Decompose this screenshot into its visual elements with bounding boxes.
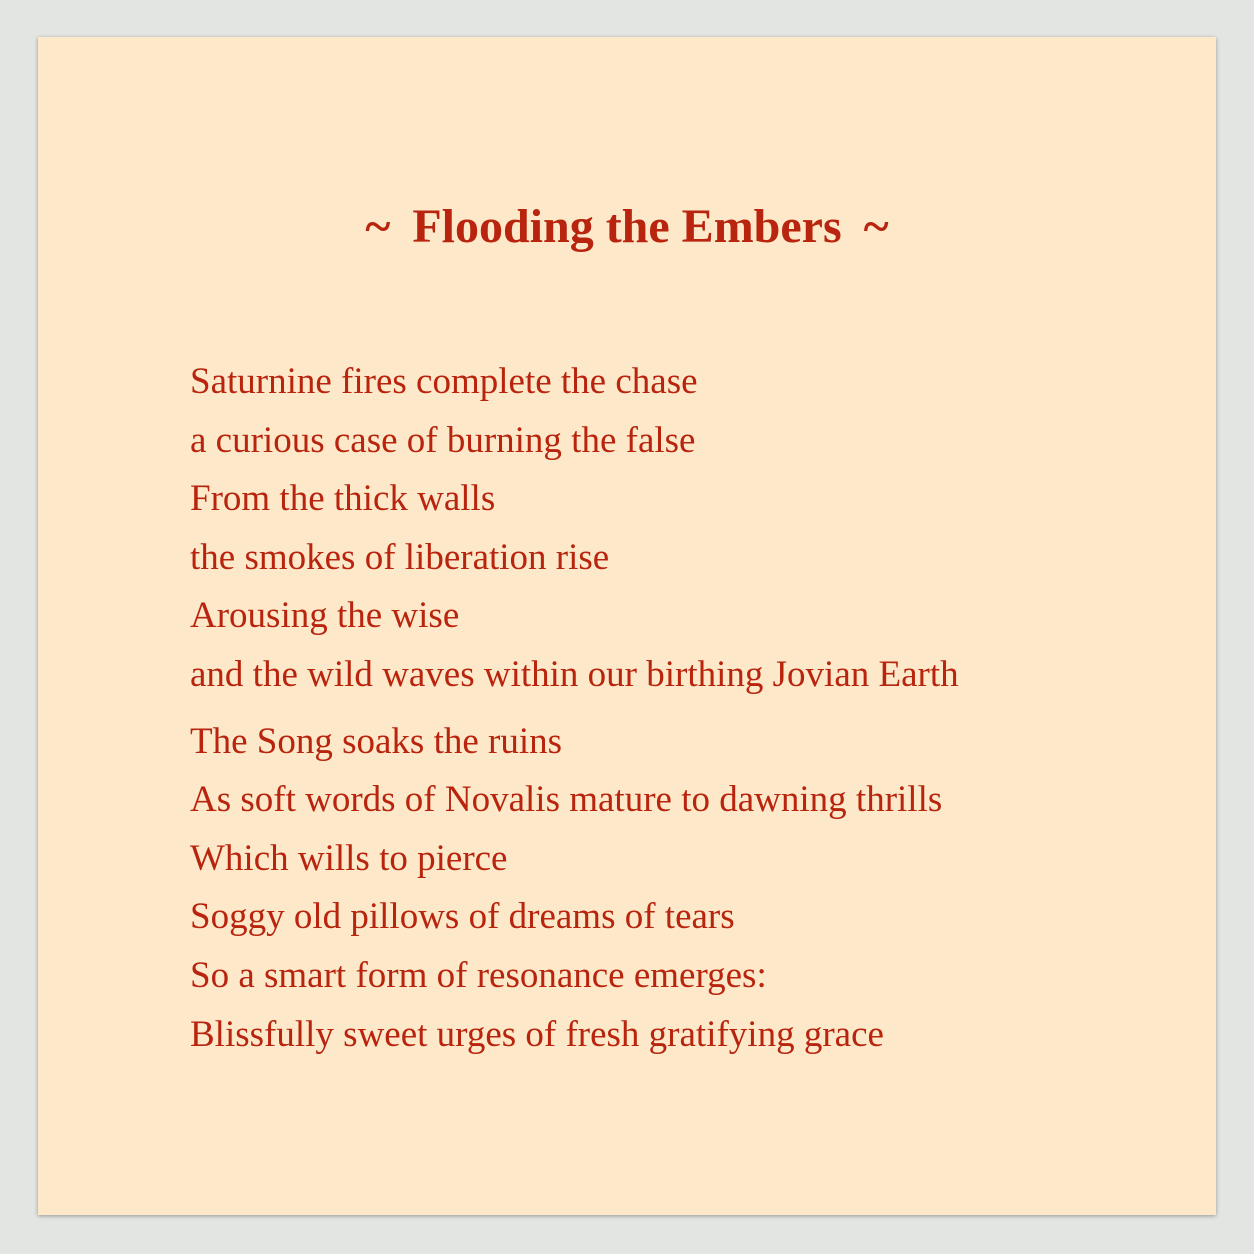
poem-body <box>190 353 1190 1064</box>
stanza-1 <box>190 353 1190 705</box>
poem-line: the smokes of liberation rise <box>190 536 610 578</box>
poem-line: and the wild waves within our birthing Jovian Earth <box>190 653 959 695</box>
title-ornament-right: ~ <box>863 200 889 253</box>
poem-line: Saturnine fires complete the chase <box>190 361 698 402</box>
poem-line: So a smart form of resonance emerges: <box>190 954 767 996</box>
poem-line: As soft words of Novalis mature to dawning thrills <box>190 779 943 821</box>
poem-line: The Song soaks the ruins <box>190 720 563 762</box>
poem-line: Blissfully sweet urges of fresh gratifying grace <box>190 1013 884 1055</box>
poem-title-text: Flooding the Embers <box>412 200 842 253</box>
title-ornament-left: ~ <box>365 200 391 253</box>
poem-line: Soggy old pillows of dreams of tears <box>190 896 735 938</box>
poem-line: Which wills to pierce <box>190 837 508 879</box>
poem-line: Arousing the wise <box>190 595 460 637</box>
poem-line: From the thick walls <box>190 478 496 520</box>
poem-card <box>38 37 1216 1215</box>
poem-title <box>38 197 1216 257</box>
poem-line: a curious case of burning the false <box>190 419 696 461</box>
stanza-2 <box>190 713 1190 1065</box>
